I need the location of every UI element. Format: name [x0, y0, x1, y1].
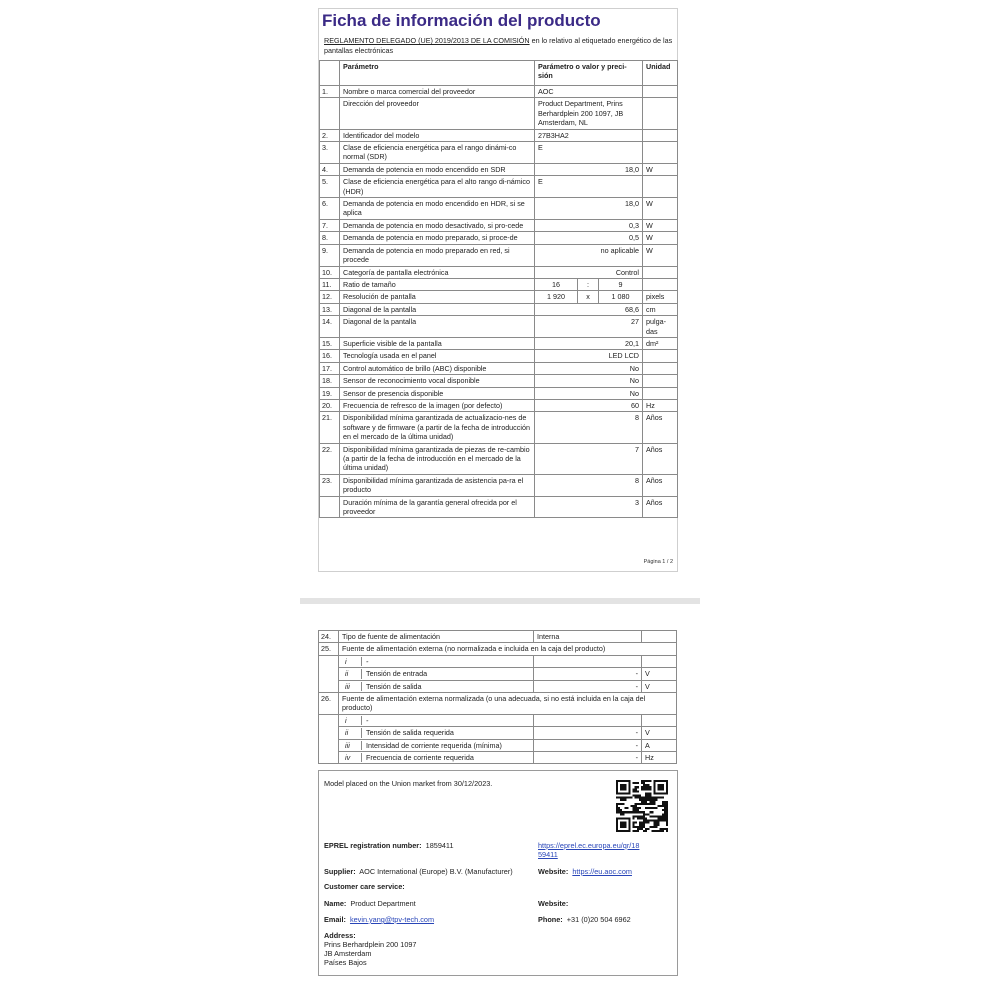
- eprel-link-cont[interactable]: 59411: [538, 850, 558, 859]
- table-subrow: i -: [319, 714, 677, 726]
- table-row: 9. Demanda de potencia en modo preparado en red, si procede no aplicable W: [320, 244, 678, 266]
- qr-code-icon: [616, 779, 668, 833]
- header-unit: Unidad: [643, 61, 678, 86]
- table-subrow: ii Tensión de entrada - V: [319, 668, 677, 680]
- regulation-link[interactable]: REGLAMENTO DELEGADO (UE) 2019/2013 DE LA COMISIÓN: [324, 36, 530, 45]
- table-row: 10. Categoría de pantalla electrónica Control: [320, 266, 678, 278]
- table-row: 6. Demanda de potencia en modo encendido en HDR, si se aplica 18,0 W: [320, 198, 678, 220]
- table-row: 11. Ratio de tamaño 16 : 9: [320, 278, 678, 290]
- table-row: 25. Fuente de alimentación externa (no normalizada e incluida en la caja del producto): [319, 643, 677, 655]
- table-header-row: [320, 61, 678, 86]
- table-row: Duración mínima de la garantía general ofrecida por el proveedor 3 Años: [320, 496, 678, 518]
- table-subrow: iii Tensión de salida - V: [319, 680, 677, 692]
- table-row: 23. Disponibilidad mínima garantizada de asistencia pa-ra el producto 8 Años: [320, 474, 678, 496]
- website-link[interactable]: https://eu.aoc.com: [572, 867, 632, 876]
- address-line-3: Países Bajos: [324, 958, 367, 967]
- table-row: 24. Tipo de fuente de alimentación Interna: [319, 631, 677, 643]
- care-name-line: Name: Product Department: [324, 899, 416, 908]
- table-row: 2. Identificador del modelo 27B3HA2: [320, 129, 678, 141]
- table-row: 14. Diagonal de la pantalla 27 pulga-das: [320, 316, 678, 338]
- table-subrow: iv Frecuencia de corriente requerida - Hz: [319, 752, 677, 764]
- eprel-info-box: [318, 770, 678, 976]
- eprel-registration: EPREL registration number: 1859411: [324, 841, 454, 850]
- table-row: 3. Clase de eficiencia energética para el rango dinámi-co normal (SDR) E: [320, 142, 678, 164]
- table-row: 8. Demanda de potencia en modo preparado, si proce-de 0,5 W: [320, 232, 678, 244]
- eprel-link[interactable]: https://eprel.ec.europa.eu/qr/18: [538, 841, 640, 850]
- table-row: 1. Nombre o marca comercial del proveedor AOC: [320, 86, 678, 98]
- regulation-text: en lo relativo al etiquetado energético de las pantallas electrónicas: [324, 36, 673, 55]
- address-line-1: Prins Berhardplein 200 1097: [324, 940, 417, 949]
- table-row: 15. Superficie visible de la pantalla 20,1 dm²: [320, 337, 678, 349]
- care-phone-line: Phone: +31 (0)20 504 6962: [538, 915, 631, 924]
- customer-care-label: Customer care service:: [324, 882, 405, 891]
- care-email-line: Email: kevin.yang@tpv-tech.com: [324, 915, 435, 924]
- regulation-reference: [324, 36, 674, 55]
- supplier-line: Supplier: AOC International (Europe) B.V. (Manufacturer): [324, 867, 513, 876]
- table-row: 18. Sensor de reconocimiento vocal disponible No: [320, 375, 678, 387]
- page-separator: [300, 598, 700, 604]
- table-row: 7. Demanda de potencia en modo desactivado, si pro-cede 0,3 W: [320, 219, 678, 231]
- market-placement-text: Model placed on the Union market from 30/12/2023.: [324, 779, 493, 788]
- datasheet-page-1: [318, 8, 678, 572]
- table-row: 4. Demanda de potencia en modo encendido en SDR 18,0 W: [320, 163, 678, 175]
- table-row: 5. Clase de eficiencia energética para el alto rango di-námico (HDR) E: [320, 176, 678, 198]
- table-subrow: ii Tensión de salida requerida - V: [319, 727, 677, 739]
- table-row: 20. Frecuencia de refresco de la imagen (por defecto) 60 Hz: [320, 399, 678, 411]
- product-info-table: [319, 60, 678, 518]
- website-line: Website: https://eu.aoc.com: [538, 867, 632, 876]
- table-row: 17. Control automático de brillo (ABC) disponible No: [320, 362, 678, 374]
- address-line-2: JB Amsterdam: [324, 949, 372, 958]
- email-link[interactable]: kevin.yang@tpv-tech.com: [349, 915, 435, 924]
- table-subrow: i -: [319, 655, 677, 667]
- table-row: 16. Tecnología usada en el panel LED LCD: [320, 350, 678, 362]
- table-row: 12. Resolución de pantalla 1 920 x 1 080 pixels: [320, 291, 678, 303]
- table-row: 22. Disponibilidad mínima garantizada de piezas de re-cambio (a partir de la fecha de introducción en el mercado de la última unidad) 7 Años: [320, 443, 678, 474]
- header-value: Parámetro o valor y preci-sión: [535, 61, 643, 86]
- header-param: Parámetro: [340, 61, 535, 86]
- page-title: Ficha de información del producto: [322, 11, 601, 30]
- table-row: 26. Fuente de alimentación externa normalizada (o una adecuada, si no está incluida en la caja del producto): [319, 693, 677, 715]
- care-website-label: Website:: [538, 899, 569, 908]
- table-subrow: iii Intensidad de corriente requerida (mínima) - A: [319, 739, 677, 751]
- power-supply-table: [318, 630, 677, 764]
- table-row: 13. Diagonal de la pantalla 68,6 cm: [320, 303, 678, 315]
- table-row: Dirección del proveedor Product Department, Prins Berhardplein 200 1097, JB Amsterdam, NL: [320, 98, 678, 129]
- table-row: 21. Disponibilidad mínima garantizada de actualizacio-nes de software y de firmware (a partir de la fecha de introducción en el mercado de la última unidad) 8 Años: [320, 412, 678, 443]
- address-label: Address:: [324, 931, 356, 940]
- page-number: Página 1 / 2: [643, 559, 673, 565]
- table-row: 19. Sensor de presencia disponible No: [320, 387, 678, 399]
